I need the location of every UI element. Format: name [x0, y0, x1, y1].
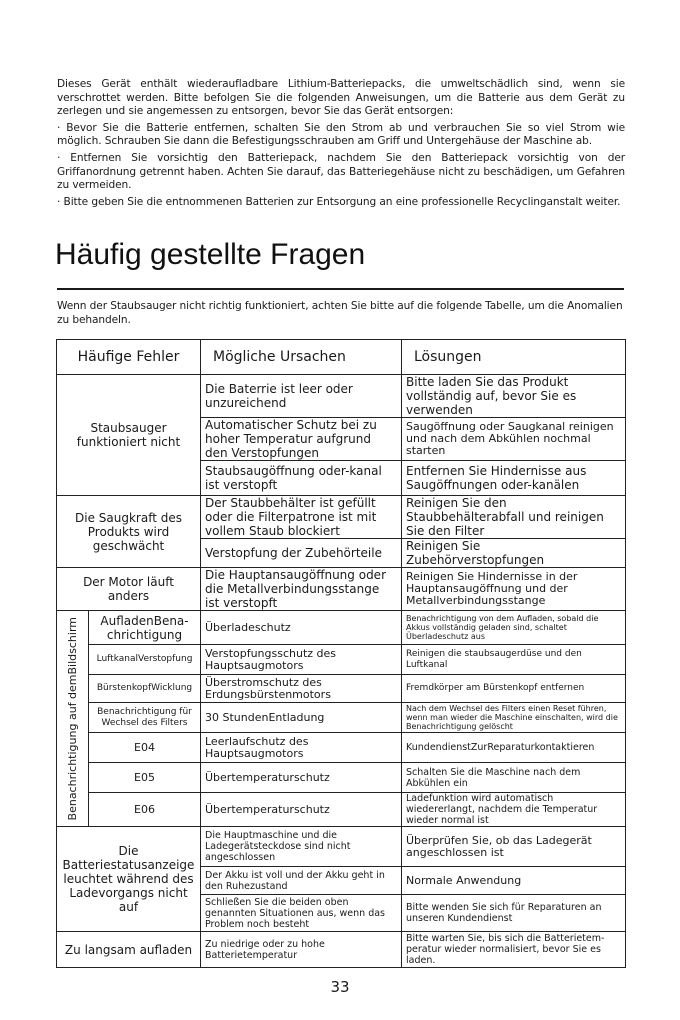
cause-cell: Übertemperaturschutz [201, 763, 402, 793]
heading-divider [57, 288, 624, 290]
fault-cell: Staubsauger funktioniert nicht [57, 375, 201, 496]
fault-cell: Der Motor läuft anders [57, 568, 201, 611]
solution-cell: Normale Anwendung [402, 867, 626, 895]
fault-cell: E04 [89, 733, 201, 763]
header-fault: Häufige Fehler [57, 340, 201, 375]
table-row [57, 375, 626, 418]
cause-cell: Überladeschutz [201, 611, 402, 645]
fault-cell: Die Batteriestatusanzeige leuchtet während des Ladevorgangs nicht auf [57, 827, 201, 932]
cause-cell: Überstromschutz des Erdungsbürstenmotors [201, 675, 402, 703]
table-row [57, 611, 626, 645]
fault-cell: AufladenBena-chrichtigung [89, 611, 201, 645]
table-row [57, 827, 626, 867]
table-row [57, 645, 626, 675]
table-row [57, 793, 626, 827]
solution-cell: Bitte warten Sie, bis sich die Batterietem-peratur wieder normalisiert, bevor Sie es laden. [402, 932, 626, 968]
table-row [57, 496, 626, 539]
troubleshooting-table [56, 339, 626, 968]
table-row [57, 675, 626, 703]
solution-cell: Saugöffnung oder Saugkanal reinigen und nach dem Abkühlen nochmal starten [402, 418, 626, 461]
solution-cell: Fremdkörper am Bürstenkopf entfernen [402, 675, 626, 703]
cause-cell: Staubsaugöffnung oder-kanal ist verstopft [201, 461, 402, 496]
fault-cell: Die Saugkraft des Produkts wird geschwächt [57, 496, 201, 568]
fault-cell: E06 [89, 793, 201, 827]
cause-cell: Schließen Sie die beiden oben genannten Situationen aus, wenn das Problem noch besteht [201, 895, 402, 932]
table-row [57, 932, 626, 968]
solution-cell: Benachrichtigung von dem Aufladen, sobald die Akkus vollständig geladen sind, schaltet Überladeschutz aus [402, 611, 626, 645]
table-row [57, 703, 626, 733]
intro-text [57, 78, 625, 209]
intro-paragraph: Dieses Gerät enthält wiederaufladbare Lithium-Batteriepacks, die umweltschädlich sind, wenn sie verschrottet werden. Bitte befolgen Sie die folgenden Anweisungen, um die Batterie aus dem Gerät zu zerlegen und sie angemessen zu entsorgen, bevor Sie das Gerät entsorgen: [57, 78, 625, 118]
solution-cell: Entfernen Sie Hindernisse aus Saugöffnungen oder-kanälen [402, 461, 626, 496]
lead-text: Wenn der Staubsauger nicht richtig funktioniert, achten Sie bitte auf die folgende Tabelle, um die Anomalien zu behandeln. [57, 300, 623, 326]
intro-bullet: · Entfernen Sie vorsichtig den Batteriepack, nachdem Sie den Batteriepack vorsichtig von der Griffanordnung getrennt haben. Achten Sie darauf, das Batteriegehäuse nicht zu beschädigen, um Gefahren zu vermeiden. [57, 151, 625, 192]
fault-cell: E05 [89, 763, 201, 793]
cause-cell: Übertemperaturschutz [201, 793, 402, 827]
fault-cell: LuftkanalVerstopfung [89, 645, 201, 675]
table-row [57, 733, 626, 763]
fault-cell: Benachrichtigung für Wechsel des Filters [89, 703, 201, 733]
screen-group-label-cell [57, 611, 89, 827]
header-cause: Mögliche Ursachen [201, 340, 402, 375]
solution-cell: Reinigen die staubsaugerdüse und den Luftkanal [402, 645, 626, 675]
solution-cell: Nach dem Wechsel des Filters einen Reset führen, wenn man wieder die Maschine einschalten, wird die Benachrichtigung gelöscht [402, 703, 626, 733]
table-row [57, 763, 626, 793]
header-solution: Lösungen [402, 340, 626, 375]
screen-group-label: Benachrichtigung auf demBildschirm [65, 616, 79, 821]
solution-cell: Bitte laden Sie das Produkt vollständig auf, bevor Sie es verwenden [402, 375, 626, 418]
intro-bullet: · Bevor Sie die Batterie entfernen, schalten Sie den Strom ab und verbrauchen Sie so viel Strom wie möglich. Schrauben Sie dann die Befestigungsschrauben am Griff und Untergehäuse der Maschine ab. [57, 121, 625, 148]
cause-cell: Der Akku ist voll und der Akku geht in den Ruhezustand [201, 867, 402, 895]
cause-cell: Automatischer Schutz bei zu hoher Temperatur aufgrund den Verstopfungen [201, 418, 402, 461]
cause-cell: 30 StundenEntladung [201, 703, 402, 733]
table-header-row [57, 340, 626, 375]
cause-cell: Der Staubbehälter ist gefüllt oder die Filterpatrone ist mit vollem Staub blockiert [201, 496, 402, 539]
solution-cell: Bitte wenden Sie sich für Reparaturen an unseren Kundendienst [402, 895, 626, 932]
solution-cell: Überprüfen Sie, ob das Ladegerät angeschlossen ist [402, 827, 626, 867]
cause-cell: Die Baterrie ist leer oder unzureichend [201, 375, 402, 418]
cause-cell: Die Hauptansaugöffnung oder die Metallverbindungsstange ist verstopft [201, 568, 402, 611]
cause-cell: Verstopfungsschutz des Hauptsaugmotors [201, 645, 402, 675]
solution-cell: Reinigen Sie Zubehörverstopfungen [402, 539, 626, 568]
table-row [57, 568, 626, 611]
cause-cell: Zu niedrige oder zu hohe Batterietemperatur [201, 932, 402, 968]
section-heading: Häufig gestellte Fragen [55, 238, 366, 271]
cause-cell: Leerlaufschutz des Hauptsaugmotors [201, 733, 402, 763]
fault-cell: Zu langsam aufladen [57, 932, 201, 968]
solution-cell: Reinigen Sie den Staubbehälterabfall und reinigen Sie den Filter [402, 496, 626, 539]
cause-cell: Verstopfung der Zubehörteile [201, 539, 402, 568]
solution-cell: Reinigen Sie Hindernisse in der Hauptansaugöffnung und der Metallverbindungsstange [402, 568, 626, 611]
solution-cell: KundendienstZurReparaturkontaktieren [402, 733, 626, 763]
page-number: 33 [330, 978, 350, 996]
solution-cell: Schalten Sie die Maschine nach dem Abkühlen ein [402, 763, 626, 793]
fault-cell: BürstenkopfWicklung [89, 675, 201, 703]
cause-cell: Die Hauptmaschine und die Ladegerätsteckdose sind nicht angeschlossen [201, 827, 402, 867]
intro-bullet: · Bitte geben Sie die entnommenen Batterien zur Entsorgung an eine professionelle Recyclinganstalt weiter. [57, 195, 621, 208]
solution-cell: Ladefunktion wird automatisch wiedererlangt, nachdem die Temperatur wieder normal ist [402, 793, 626, 827]
